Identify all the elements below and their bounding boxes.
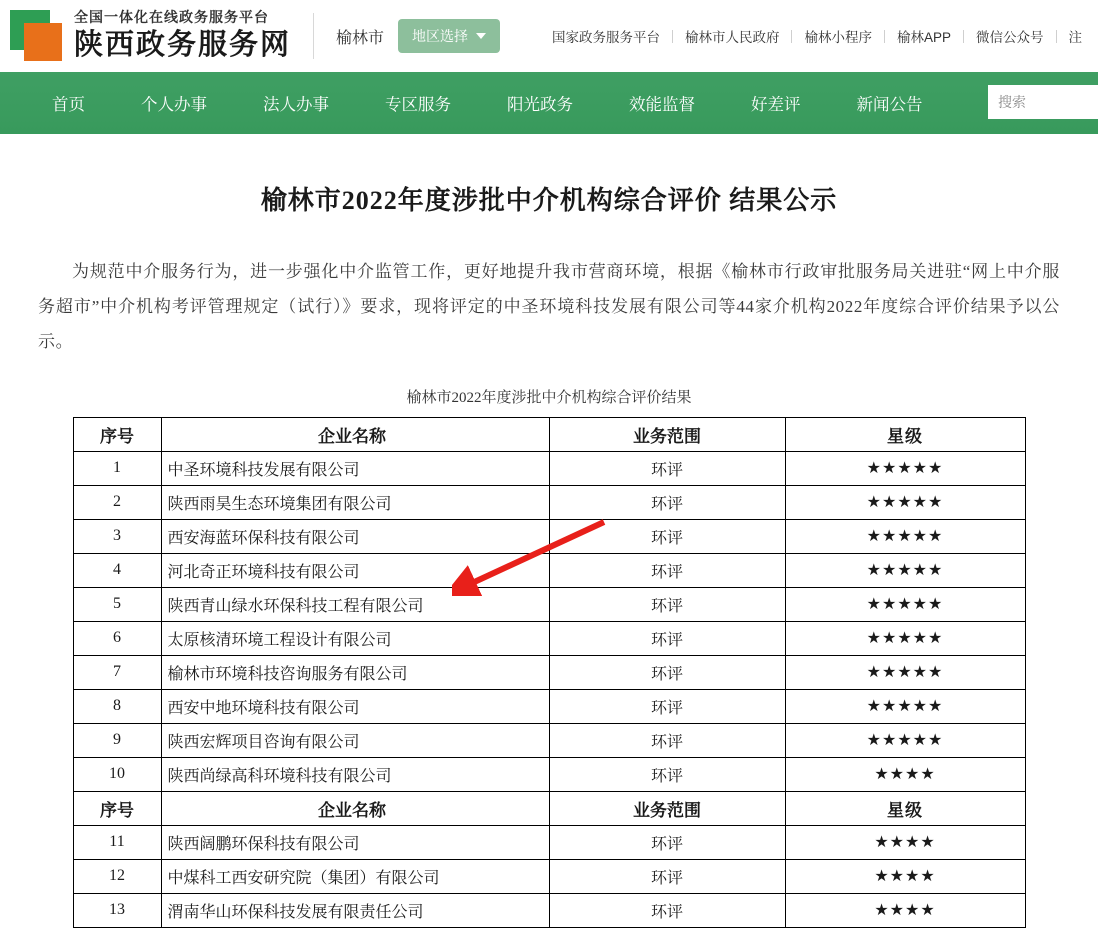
table-row <box>73 451 1025 485</box>
cell-company: 陕西青山绿水环保科技工程有限公司 <box>161 587 549 621</box>
table-row <box>73 825 1025 859</box>
nav-item-efficiency-supervision[interactable]: 效能监督 <box>629 96 695 114</box>
cell-company: 陕西阔鹏环保科技有限公司 <box>161 825 549 859</box>
cell-index: 10 <box>73 757 161 791</box>
site-logo-icon <box>10 10 62 62</box>
table-row <box>73 723 1025 757</box>
cell-scope: 环评 <box>549 621 785 655</box>
cell-rating: ★★★★ <box>785 893 1025 927</box>
column-header-company: 企业名称 <box>161 791 549 825</box>
cell-index: 1 <box>73 451 161 485</box>
cell-company: 中煤科工西安研究院（集团）有限公司 <box>161 859 549 893</box>
nav-item-home[interactable]: 首页 <box>52 96 85 114</box>
header-link-wechat[interactable]: 微信公众号 <box>976 30 1044 45</box>
search-placeholder-text: 搜索 <box>998 94 1026 110</box>
region-select-button[interactable] <box>398 19 500 53</box>
cell-index: 11 <box>73 825 161 859</box>
cell-index: 3 <box>73 519 161 553</box>
cell-rating: ★★★★★ <box>785 587 1025 621</box>
column-header-rating: 星级 <box>785 791 1025 825</box>
page-title: 榆林市2022年度涉批中介机构综合评价 结果公示 <box>260 186 838 215</box>
cell-scope: 环评 <box>549 689 785 723</box>
table-row <box>73 553 1025 587</box>
evaluation-results-table <box>73 417 1026 928</box>
column-header-index: 序号 <box>73 791 161 825</box>
nav-item-news[interactable]: 新闻公告 <box>856 96 923 114</box>
cell-company: 西安海蓝环保科技有限公司 <box>161 519 549 553</box>
cell-rating: ★★★★★ <box>785 689 1025 723</box>
cell-rating: ★★★★ <box>785 757 1025 791</box>
chevron-down-icon <box>476 33 486 39</box>
page-content <box>0 134 1098 947</box>
cell-rating: ★★★★★ <box>785 519 1025 553</box>
cell-index: 6 <box>73 621 161 655</box>
column-header-scope: 业务范围 <box>549 417 785 451</box>
header-link-register[interactable]: 注 <box>1068 30 1082 45</box>
site-logo-text <box>74 10 291 61</box>
cell-scope: 环评 <box>549 893 785 927</box>
table-row <box>73 655 1025 689</box>
table-repeat-header-row <box>73 791 1025 825</box>
nav-item-zone-service[interactable]: 专区服务 <box>385 96 451 114</box>
platform-title: 陕西政务服务网 <box>74 28 292 61</box>
cell-index: 7 <box>73 655 161 689</box>
current-city-label: 榆林市 <box>336 29 385 47</box>
table-row <box>73 485 1025 519</box>
nav-item-legal-entity[interactable]: 法人办事 <box>263 96 329 114</box>
table-caption: 榆林市2022年度涉批中介机构综合评价结果 <box>406 389 692 406</box>
cell-scope: 环评 <box>549 485 785 519</box>
column-header-rating: 星级 <box>785 417 1025 451</box>
cell-scope: 环评 <box>549 587 785 621</box>
cell-company: 太原核清环境工程设计有限公司 <box>161 621 549 655</box>
cell-rating: ★★★★★ <box>785 553 1025 587</box>
cell-rating: ★★★★★ <box>785 621 1025 655</box>
header-quick-links <box>540 26 1098 46</box>
header-link-app[interactable]: 榆林APP <box>896 30 951 45</box>
column-header-company: 企业名称 <box>161 417 549 451</box>
table-body <box>73 451 1025 927</box>
cell-scope: 环评 <box>549 451 785 485</box>
table-row <box>73 757 1025 791</box>
cell-index: 4 <box>73 553 161 587</box>
cell-rating: ★★★★ <box>785 825 1025 859</box>
table-row <box>73 689 1025 723</box>
cell-rating: ★★★★★ <box>785 723 1025 757</box>
table-row <box>73 859 1025 893</box>
nav-item-personal[interactable]: 个人办事 <box>141 96 207 114</box>
cell-company: 中圣环境科技发展有限公司 <box>161 451 549 485</box>
cell-rating: ★★★★★ <box>785 655 1025 689</box>
cell-company: 渭南华山环保科技发展有限责任公司 <box>161 893 549 927</box>
cell-company: 陕西尚绿高科环境科技有限公司 <box>161 757 549 791</box>
nav-item-review[interactable]: 好差评 <box>751 96 801 114</box>
notice-paragraph: 为规范中介服务行为，进一步强化中介监管工作，更好地提升我市营商环境，根据《榆林市行政审批服务局关进驻“网上中介服务超市”中介机构考评管理规定（试行）》要求，现将评定的中圣环境科技发展有限公司等44家介机构2022年度综合评价结果予以公示。 <box>38 262 1060 351</box>
cell-index: 13 <box>73 893 161 927</box>
cell-scope: 环评 <box>549 757 785 791</box>
column-header-index: 序号 <box>73 417 161 451</box>
cell-rating: ★★★★ <box>785 859 1025 893</box>
cell-index: 12 <box>73 859 161 893</box>
cell-index: 8 <box>73 689 161 723</box>
cell-scope: 环评 <box>549 519 785 553</box>
cell-scope: 环评 <box>549 553 785 587</box>
cell-company: 西安中地环境科技有限公司 <box>161 689 549 723</box>
table-row <box>73 519 1025 553</box>
cell-company: 陕西宏辉项目咨询有限公司 <box>161 723 549 757</box>
cell-scope: 环评 <box>549 723 785 757</box>
search-input[interactable] <box>988 85 1098 119</box>
cell-company: 陕西雨昊生态环境集团有限公司 <box>161 485 549 519</box>
region-select-label: 地区选择 <box>412 28 469 44</box>
cell-scope: 环评 <box>549 825 785 859</box>
header-divider <box>313 13 314 59</box>
site-header <box>0 0 1098 72</box>
cell-scope: 环评 <box>549 859 785 893</box>
cell-company: 榆林市环境科技咨询服务有限公司 <box>161 655 549 689</box>
cell-company: 河北奇正环境科技有限公司 <box>161 553 549 587</box>
table-row <box>73 621 1025 655</box>
cell-index: 9 <box>73 723 161 757</box>
cell-rating: ★★★★★ <box>785 485 1025 519</box>
platform-subtitle: 全国一体化在线政务服务平台 <box>74 9 269 26</box>
cell-index: 2 <box>73 485 161 519</box>
column-header-scope: 业务范围 <box>549 791 785 825</box>
table-header-row <box>73 417 1025 451</box>
cell-rating: ★★★★★ <box>785 451 1025 485</box>
table-row <box>73 893 1025 927</box>
cell-index: 5 <box>73 587 161 621</box>
nav-item-sunshine-gov[interactable]: 阳光政务 <box>507 96 573 114</box>
header-link-city-government[interactable]: 榆林市人民政府 <box>684 30 780 45</box>
header-link-miniprogram[interactable]: 榆林小程序 <box>804 30 872 45</box>
table-row <box>73 587 1025 621</box>
cell-scope: 环评 <box>549 655 785 689</box>
main-navigation <box>0 72 1098 134</box>
header-link-national-platform[interactable]: 国家政务服务平台 <box>551 30 660 45</box>
